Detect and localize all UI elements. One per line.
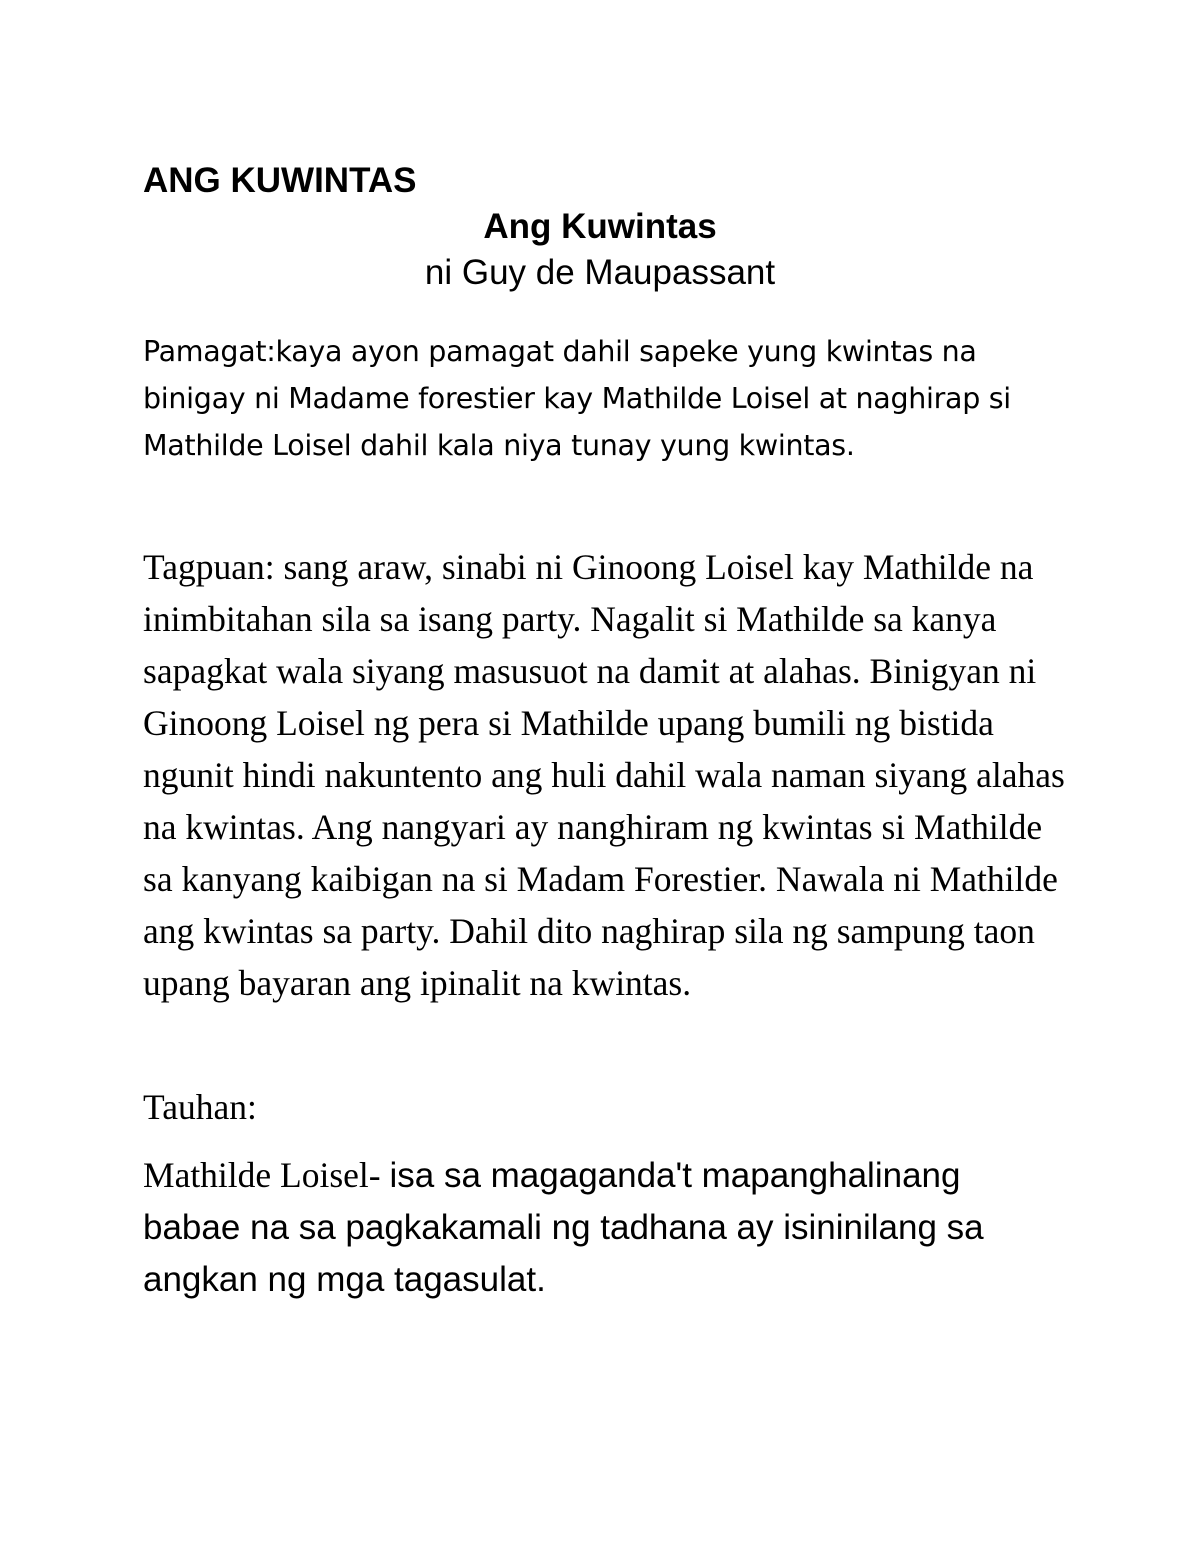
document-heading: ANG KUWINTAS bbox=[143, 161, 417, 200]
character-name: Mathilde Loisel- bbox=[143, 1155, 390, 1195]
story-title: Ang Kuwintas bbox=[483, 207, 717, 246]
story-author: ni Guy de Maupassant bbox=[424, 253, 776, 292]
tauhan-label: Tauhan: bbox=[143, 1087, 257, 1127]
tagpuan-paragraph: Tagpuan: sang araw, sinabi ni Ginoong Loisel kay Mathilde na inimbitahan sila sa isang party. Nagalit si Mathilde sa kanya sapagkat wala siyang masusuot na damit at alahas. Binigyan ni Ginoong Loisel ng pera si Mathilde upang bumili ng bistida ngunit hindi nakuntento ang huli dahil wala naman siyang alahas na kwintas. Ang nangyari ay nanghiram ng kwintas si Mathilde sa kanyang kaibigan na si Madam Forestier. Nawala ni Mathilde ang kwintas sa party. Dahil dito naghirap sila ng sampung taon upang bayaran ang ipinalit na kwintas. bbox=[143, 547, 1065, 1003]
pamagat-paragraph: Pamagat:kaya ayon pamagat dahil sapeke yung kwintas na binigay ni Madame forestier kay Mathilde Loisel at naghirap si Mathilde Loisel dahil kala niya tunay yung kwintas. bbox=[143, 335, 1011, 462]
character-entry bbox=[143, 1149, 1063, 1306]
character-description: isa sa magaganda't mapanghalinang babae na sa pagkakamali ng tadhana ay isininilang sa angkan ng mga tagasulat. bbox=[143, 1156, 984, 1299]
